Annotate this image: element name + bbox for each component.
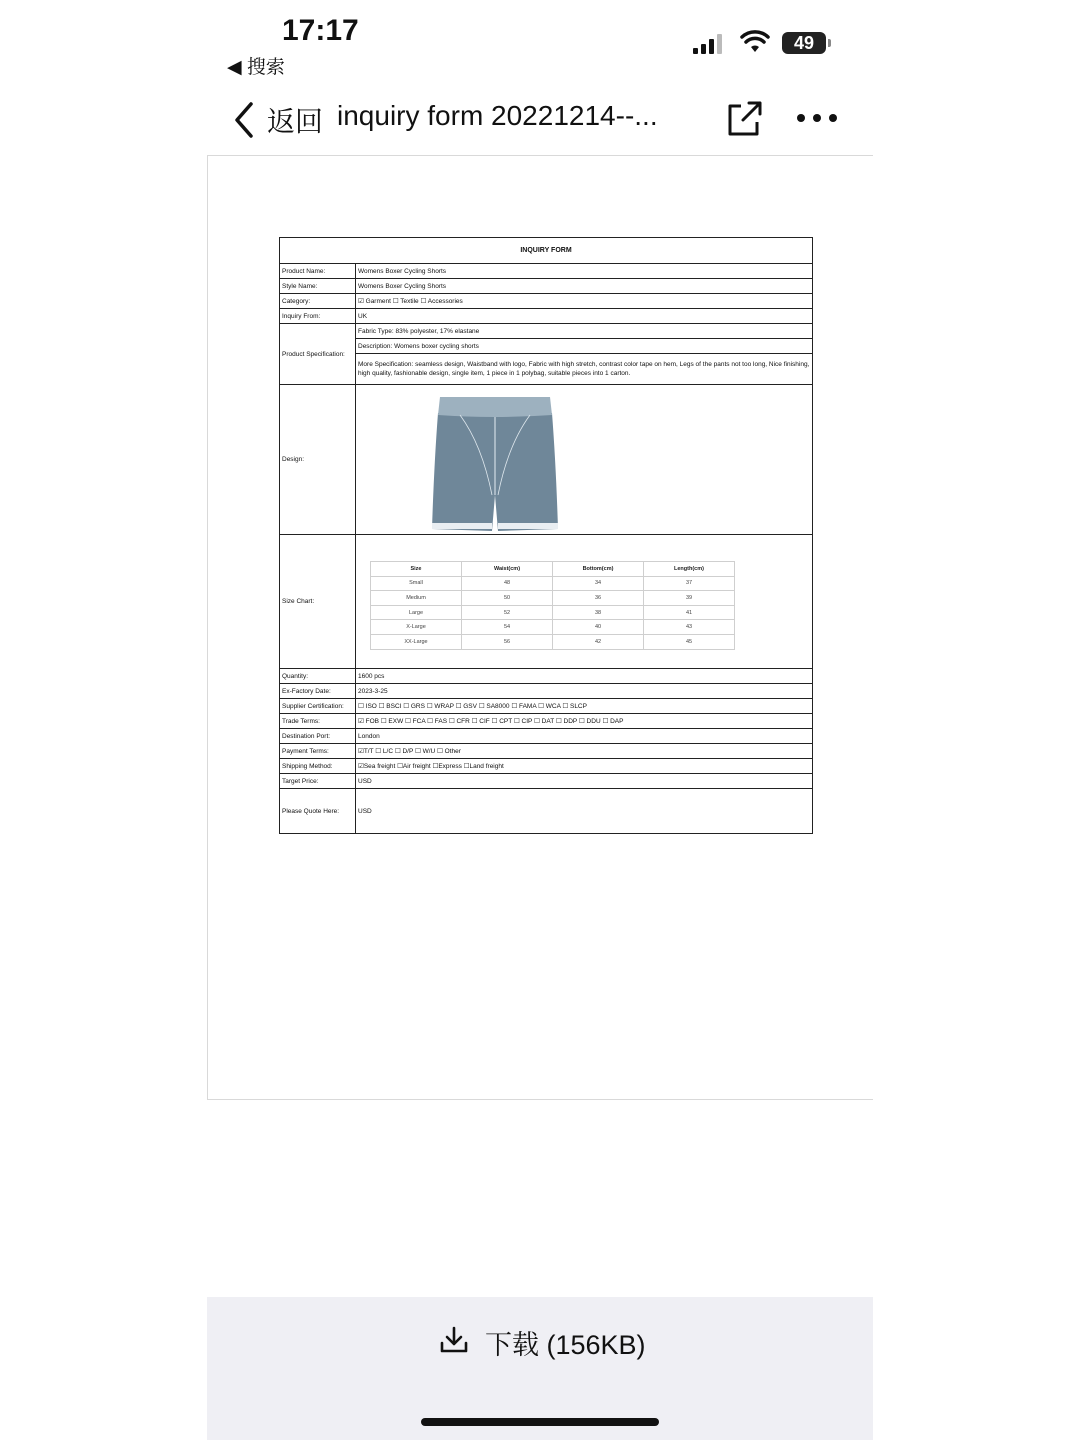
table-header: Length(cm) — [644, 562, 735, 577]
form-row — [280, 729, 812, 744]
field-label: Payment Terms: — [280, 744, 356, 758]
form-row — [280, 294, 812, 309]
table-cell: 54 — [462, 620, 553, 635]
more-options-icon[interactable] — [795, 108, 839, 128]
battery-indicator: 49 — [782, 32, 826, 54]
table-cell: Large — [371, 605, 462, 620]
field-value: UK — [358, 312, 368, 320]
field-label: Size Chart: — [280, 535, 356, 668]
download-icon[interactable] — [439, 1325, 469, 1355]
field-label: Ex-Factory Date: — [280, 684, 356, 698]
form-row — [280, 309, 812, 324]
field-value: USD — [358, 777, 372, 785]
form-row — [280, 744, 812, 759]
form-row — [280, 789, 812, 833]
nav-bar — [207, 92, 873, 148]
specification-cell — [356, 324, 812, 384]
form-row — [280, 279, 812, 294]
table-cell: 43 — [644, 620, 735, 635]
table-cell: 40 — [553, 620, 644, 635]
form-row-design — [280, 385, 812, 535]
form-row — [280, 699, 812, 714]
form-row — [280, 714, 812, 729]
form-row — [280, 669, 812, 684]
table-cell: 39 — [644, 591, 735, 606]
table-header-row — [371, 562, 735, 577]
field-value: ☐ ISO ☐ BSCI ☐ GRS ☐ WRAP ☐ GSV ☐ SA8000 ☐ FAMA ☐ WCA ☐ SLCP — [358, 703, 587, 710]
table-row — [371, 620, 735, 635]
field-label: Trade Terms: — [280, 714, 356, 728]
shorts-image — [430, 395, 560, 533]
chevron-left-icon[interactable] — [231, 100, 257, 140]
description: Description: Womens boxer cycling shorts — [356, 339, 812, 354]
field-label: Target Price: — [280, 774, 356, 788]
field-label: Quantity: — [280, 669, 356, 683]
field-value: ☑Sea freight ☐Air freight ☐Express ☐Land freight — [358, 763, 504, 770]
form-row — [280, 684, 812, 699]
back-button[interactable]: 返回 — [267, 106, 324, 137]
status-time: 17:17 — [282, 14, 359, 47]
table-cell: 37 — [644, 576, 735, 591]
table-row — [371, 591, 735, 606]
table-cell: XX-Large — [371, 634, 462, 649]
table-cell: 36 — [553, 591, 644, 606]
field-label: Product Name: — [280, 264, 356, 278]
page-title: inquiry form 20221214--... — [337, 100, 658, 131]
table-cell: 48 — [462, 576, 553, 591]
field-label: Category: — [280, 294, 356, 308]
table-row — [371, 634, 735, 649]
fabric-type: Fabric Type: 83% polyester, 17% elastane — [356, 324, 812, 339]
form-row-specification — [280, 324, 812, 385]
form-title: INQUIRY FORM — [280, 238, 812, 264]
document-preview[interactable] — [207, 155, 873, 1100]
cellular-signal-icon — [693, 32, 729, 54]
status-bar — [207, 0, 873, 90]
wifi-icon — [740, 30, 770, 54]
field-value: 2023-3-25 — [358, 687, 388, 695]
table-cell: Medium — [371, 591, 462, 606]
field-value: 1600 pcs — [358, 672, 385, 680]
table-cell: 45 — [644, 634, 735, 649]
back-to-app-link[interactable]: ◀ 搜索 — [227, 57, 285, 78]
field-label: Destination Port: — [280, 729, 356, 743]
more-specification: More Specification: seamless design, Waistband with logo, Fabric with high stretch, contrast color tape on hem, Legs of the pants not too long, Nice finishing, high quality, fashionable design, single item, 1 piece in 1 polybag, suitable pieces into 1 carton. — [358, 361, 810, 377]
download-bar — [207, 1297, 873, 1440]
field-label: Style Name: — [280, 279, 356, 293]
table-header: Waist(cm) — [462, 562, 553, 577]
field-label: Design: — [280, 385, 356, 534]
table-row — [371, 576, 735, 591]
field-value: London — [358, 732, 380, 740]
design-cell — [356, 385, 812, 534]
field-label: Please Quote Here: — [280, 789, 356, 833]
field-value: ☑ FOB ☐ EXW ☐ FCA ☐ FAS ☐ CFR ☐ CIF ☐ CPT ☐ CIP ☐ DAT ☐ DDP ☐ DDU ☐ DAP — [358, 718, 624, 725]
field-label: Shipping Method: — [280, 759, 356, 773]
share-icon[interactable] — [725, 98, 765, 138]
table-cell: 50 — [462, 591, 553, 606]
table-cell: 38 — [553, 605, 644, 620]
field-value: USD — [358, 807, 372, 815]
field-label: Product Specification: — [280, 324, 356, 384]
table-cell: Small — [371, 576, 462, 591]
field-value: ☑ Garment ☐ Textile ☐ Accessories — [358, 298, 463, 305]
download-button[interactable]: 下载 (156KB) — [485, 1330, 646, 1360]
form-row — [280, 759, 812, 774]
table-cell: 41 — [644, 605, 735, 620]
table-cell: 34 — [553, 576, 644, 591]
size-chart-cell — [356, 535, 812, 668]
table-header: Bottom(cm) — [553, 562, 644, 577]
table-header: Size — [371, 562, 462, 577]
table-cell: 52 — [462, 605, 553, 620]
field-label: Supplier Certification: — [280, 699, 356, 713]
form-row — [280, 774, 812, 789]
form-row — [280, 264, 812, 279]
table-row — [371, 605, 735, 620]
table-cell: 56 — [462, 634, 553, 649]
size-chart-table — [370, 561, 735, 650]
field-value: Womens Boxer Cycling Shorts — [358, 267, 447, 275]
table-cell: X-Large — [371, 620, 462, 635]
inquiry-form — [279, 237, 813, 834]
form-row-size-chart — [280, 535, 812, 669]
home-indicator[interactable] — [421, 1418, 659, 1426]
field-label: Inquiry From: — [280, 309, 356, 323]
field-value: ☑T/T ☐ L/C ☐ D/P ☐ W/U ☐ Other — [358, 748, 461, 755]
table-cell: 42 — [553, 634, 644, 649]
field-value: Womens Boxer Cycling Shorts — [358, 282, 447, 290]
